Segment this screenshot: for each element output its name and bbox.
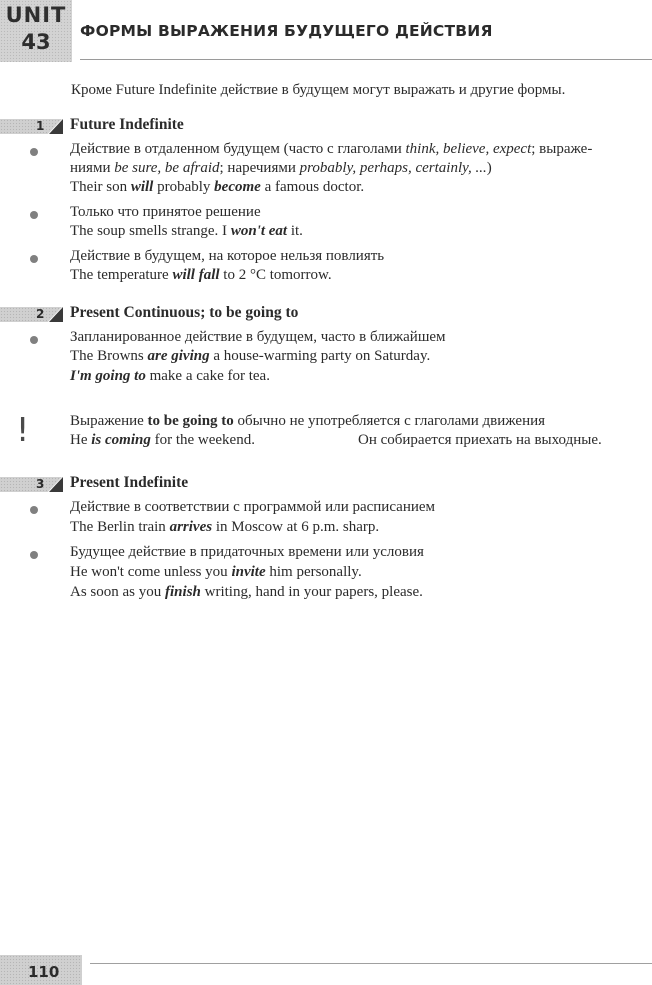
rule-description: ниями be sure, be afraid; наречиями probably, perhaps, certainly, ...) [70, 160, 492, 176]
bullet-icon [30, 336, 38, 344]
example-sentence: I'm going to make a cake for tea. [70, 368, 270, 384]
section-number: 1 [36, 119, 45, 133]
section-number: 2 [36, 307, 45, 321]
bullet-icon [30, 551, 38, 559]
section-badge [0, 307, 63, 322]
unit-number: 43 [21, 30, 51, 54]
title-divider [80, 59, 652, 60]
section-title: Future Indefinite [70, 116, 184, 133]
bullet-icon [30, 506, 38, 514]
bullet-icon [30, 211, 38, 219]
exclamation-icon: ! [16, 410, 30, 449]
section-number: 3 [36, 477, 45, 491]
example-sentence: He is coming for the weekend. [70, 432, 255, 448]
section-badge [0, 119, 63, 134]
rule-description: Действие в будущем, на которое нельзя повлиять [70, 248, 385, 264]
note-text: Выражение to be going to обычно не употребляется с глаголами движения [70, 413, 546, 429]
unit-label: UNIT [5, 3, 67, 27]
page-number: 110 [28, 963, 60, 981]
unit-badge [0, 0, 72, 62]
footer-divider [90, 963, 652, 964]
rule-description: Только что принятое решение [70, 204, 261, 220]
intro-text: Кроме Future Indefinite действие в будущем могут выражать и другие формы. [71, 82, 566, 98]
page-title: ФОРМЫ ВЫРАЖЕНИЯ БУДУЩЕГО ДЕЙСТВИЯ [80, 22, 493, 40]
example-sentence: The Berlin train arrives in Moscow at 6 p.m. sharp. [70, 519, 380, 535]
example-sentence: Their son will probably become a famous doctor. [70, 179, 365, 195]
example-sentence: The Browns are giving a house-warming party on Saturday. [70, 348, 431, 364]
section-title: Present Continuous; to be going to [70, 304, 299, 321]
example-sentence: The soup smells strange. I won't eat it. [70, 223, 303, 239]
section-title: Present Indefinite [70, 474, 189, 491]
bullet-icon [30, 148, 38, 156]
rule-description: Будущее действие в придаточных времени или условия [70, 544, 424, 560]
example-translation: Он собирается приехать на выходные. [358, 432, 602, 448]
rule-description: Запланированное действие в будущем, часто в ближайшем [70, 329, 446, 345]
example-sentence: As soon as you finish writing, hand in your papers, please. [70, 584, 423, 600]
corner-triangle-icon [47, 477, 63, 492]
corner-triangle-icon [47, 307, 63, 322]
rule-description: Действие в отдаленном будущем (часто с глаголами think, believe, expect; выраже- [70, 141, 593, 157]
corner-triangle-icon [47, 119, 63, 134]
example-sentence: He won't come unless you invite him personally. [70, 564, 362, 580]
rule-description: Действие в соответствии с программой или расписанием [70, 499, 436, 515]
example-sentence: The temperature will fall to 2 °C tomorrow. [70, 267, 332, 283]
bullet-icon [30, 255, 38, 263]
section-badge [0, 477, 63, 492]
